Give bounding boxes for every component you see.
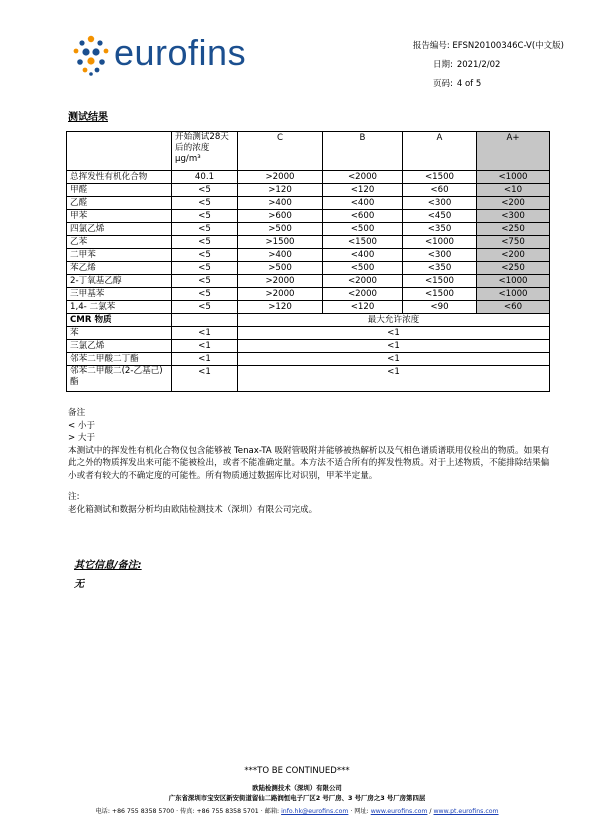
substance-name: 苯乙烯 — [67, 262, 172, 275]
limit-value: <400 — [323, 249, 403, 262]
limit-value: <2000 — [323, 275, 403, 288]
web-link-pt[interactable]: www.pt.eurofins.com — [433, 808, 499, 815]
limit-value: <300 — [403, 197, 477, 210]
table-row — [67, 262, 550, 275]
cmr-row — [67, 366, 550, 392]
limit-value: <60 — [477, 301, 550, 314]
limit-value: <200 — [477, 249, 550, 262]
limit-value: >500 — [238, 262, 323, 275]
measured-value: <5 — [172, 301, 238, 314]
cmr-row — [67, 340, 550, 353]
contact-web-label: · 网址: — [348, 808, 371, 815]
note-body: 老化箱测试和数据分析均由欧陆检测技术（深圳）有限公司完成。 — [68, 504, 318, 515]
notes-gt: > 大于 — [68, 433, 96, 443]
limit-value: <250 — [477, 223, 550, 236]
contact-tel: 电话: +86 755 8358 5700 · 传真: +86 755 8358 5701 · 邮箱: — [95, 808, 282, 815]
cmr-row — [67, 327, 550, 340]
header-cell-a-plus: A+ — [477, 132, 550, 171]
limit-value: <250 — [477, 262, 550, 275]
header-cell-blank — [67, 132, 172, 171]
limit-value: <400 — [323, 197, 403, 210]
limit-value: <120 — [323, 184, 403, 197]
limit-value: <1000 — [477, 171, 550, 184]
limit-value: >500 — [238, 223, 323, 236]
report-date: 2021/2/02 — [456, 60, 501, 70]
date-label: 日期: — [432, 60, 453, 70]
limit-value: <350 — [403, 262, 477, 275]
limit-value: <500 — [323, 262, 403, 275]
cmr-header-blank — [172, 314, 238, 327]
eurofins-logo — [70, 30, 270, 82]
company-address: 广东省深圳市宝安区新安街道留仙二路润恒电子厂区2 号厂房、3 号厂房之3 号厂房第四层 — [168, 793, 426, 802]
substance-name: 甲醛 — [67, 184, 172, 197]
limit-value: <10 — [477, 184, 550, 197]
other-info-title: 其它信息/备注: — [74, 560, 142, 571]
table-row — [67, 210, 550, 223]
table-row — [67, 184, 550, 197]
limit-value: >400 — [238, 197, 323, 210]
limit-value: <450 — [403, 210, 477, 223]
measured-value: <5 — [172, 210, 238, 223]
table-row — [67, 249, 550, 262]
limit-value: >120 — [238, 301, 323, 314]
report-number: EFSN20100346C-V(中文版) — [452, 41, 564, 51]
table-row — [67, 197, 550, 210]
footer-contact: 电话: +86 755 8358 5700 · 传真: +86 755 8358 5701 · 邮箱: info.hk@eurofins.com · 网址: www.eurofins.com / www.pt.eurofins.com — [95, 808, 499, 815]
web-link-main[interactable]: www.eurofins.com — [370, 808, 428, 815]
page-row — [413, 75, 564, 94]
substance-name: 乙苯 — [67, 236, 172, 249]
contact-email-link[interactable]: info.hk@eurofins.com — [281, 808, 349, 815]
results-table — [66, 131, 550, 392]
limit-value: >2000 — [238, 171, 323, 184]
limit-value: <500 — [323, 223, 403, 236]
measured-value: <5 — [172, 197, 238, 210]
limit-value: <1500 — [403, 288, 477, 301]
substance-name: 二甲苯 — [67, 249, 172, 262]
company-name: 欧陆检测技术（深圳）有限公司 — [252, 784, 342, 792]
cmr-measured-value: <1 — [172, 366, 238, 392]
limit-value: >2000 — [238, 275, 323, 288]
cmr-limit-value: <1 — [238, 340, 550, 353]
page-number: 4 of 5 — [456, 79, 482, 89]
limit-value: >2000 — [238, 288, 323, 301]
logo-dots-icon — [70, 34, 112, 76]
footer-company — [0, 784, 594, 803]
limit-value: <200 — [477, 197, 550, 210]
limit-value: <2000 — [323, 288, 403, 301]
other-info-value: 无 — [74, 579, 84, 590]
measured-value: <5 — [172, 275, 238, 288]
limit-value: >400 — [238, 249, 323, 262]
table-row — [67, 223, 550, 236]
notes-body: 本测试中的挥发性有机化合物仪包含能够被 Tenax-TA 吸附管吸附并能够被热解析以及气相色谱质谱联用仪检出的物质。如果有此之外的物质挥发出来可能不能被检出，或者不能准确定量。本方法不适合所有的挥发性物质。对于上述物质，不能排除结果偏小或者有较大的不确定度的可能性。所有物质通过数据库比对识别，甲苯半定量。 — [68, 445, 550, 481]
section-title: 测试结果 — [68, 112, 108, 123]
measured-value: <5 — [172, 288, 238, 301]
voc-rows — [67, 171, 550, 314]
cmr-measured-value: <1 — [172, 327, 238, 340]
cmr-row — [67, 353, 550, 366]
limit-value: >1500 — [238, 236, 323, 249]
limit-value: <2000 — [323, 171, 403, 184]
header-cell-c: C — [238, 132, 323, 171]
measured-value: <5 — [172, 236, 238, 249]
table-row — [67, 236, 550, 249]
measured-value: <5 — [172, 184, 238, 197]
header-cell-b: B — [323, 132, 403, 171]
limit-value: >600 — [238, 210, 323, 223]
page-label: 页码: — [432, 79, 453, 89]
limit-value: <1500 — [403, 275, 477, 288]
cmr-measured-value: <1 — [172, 353, 238, 366]
limit-value: <120 — [323, 301, 403, 314]
cmr-substance-name: 三氯乙烯 — [67, 340, 172, 353]
report-meta — [413, 37, 564, 94]
substance-name: 甲苯 — [67, 210, 172, 223]
cmr-limit-value: <1 — [238, 366, 550, 392]
limit-value: <300 — [403, 249, 477, 262]
cmr-label: CMR 物质 — [67, 314, 172, 327]
measured-value: <5 — [172, 249, 238, 262]
substance-name: 1,4- 二氯苯 — [67, 301, 172, 314]
header-cell-a: A — [403, 132, 477, 171]
cmr-max-label: 最大允许浓度 — [238, 314, 550, 327]
cmr-header-row — [67, 314, 550, 327]
cmr-rows — [67, 314, 550, 392]
limit-value: <1500 — [323, 236, 403, 249]
limit-value: <300 — [477, 210, 550, 223]
limit-value: <90 — [403, 301, 477, 314]
limit-value: >120 — [238, 184, 323, 197]
measured-value: 40.1 — [172, 171, 238, 184]
limit-value: <1000 — [477, 275, 550, 288]
note-label: 注: — [68, 492, 80, 502]
substance-name: 总挥发性有机化合物 — [67, 171, 172, 184]
limit-value: <1500 — [403, 171, 477, 184]
cmr-measured-value: <1 — [172, 340, 238, 353]
notes-title: 备注 — [68, 408, 86, 418]
table-row — [67, 301, 550, 314]
limit-value: <1000 — [477, 288, 550, 301]
measured-value: <5 — [172, 223, 238, 236]
report-number-label: 报告编号: — [412, 41, 450, 51]
substance-name: 2-丁氧基乙醇 — [67, 275, 172, 288]
logo-text: eurofins — [114, 32, 247, 73]
limit-value: <350 — [403, 223, 477, 236]
report-number-row — [413, 37, 564, 56]
cmr-substance-name: 邻苯二甲酸二丁酯 — [67, 353, 172, 366]
cmr-limit-value: <1 — [238, 353, 550, 366]
cmr-substance-name: 邻苯二甲酸二(2-乙基己)酯 — [67, 366, 172, 392]
substance-name: 四氯乙烯 — [67, 223, 172, 236]
measured-value: <5 — [172, 262, 238, 275]
substance-name: 乙醛 — [67, 197, 172, 210]
notes-lt: < 小于 — [68, 420, 96, 431]
to-be-continued: ***TO BE CONTINUED*** — [244, 766, 350, 776]
limit-value: <60 — [403, 184, 477, 197]
table-row — [67, 275, 550, 288]
date-row — [413, 56, 564, 75]
table-row — [67, 288, 550, 301]
table-header-row — [67, 132, 550, 171]
limit-value: <600 — [323, 210, 403, 223]
header-cell-concentration: 开始测试28天后的浓度 μg/m³ — [172, 132, 238, 171]
notes-section — [68, 407, 554, 516]
cmr-substance-name: 苯 — [67, 327, 172, 340]
substance-name: 三甲基苯 — [67, 288, 172, 301]
cmr-limit-value: <1 — [238, 327, 550, 340]
limit-value: <1000 — [403, 236, 477, 249]
table-row — [67, 171, 550, 184]
limit-value: <750 — [477, 236, 550, 249]
